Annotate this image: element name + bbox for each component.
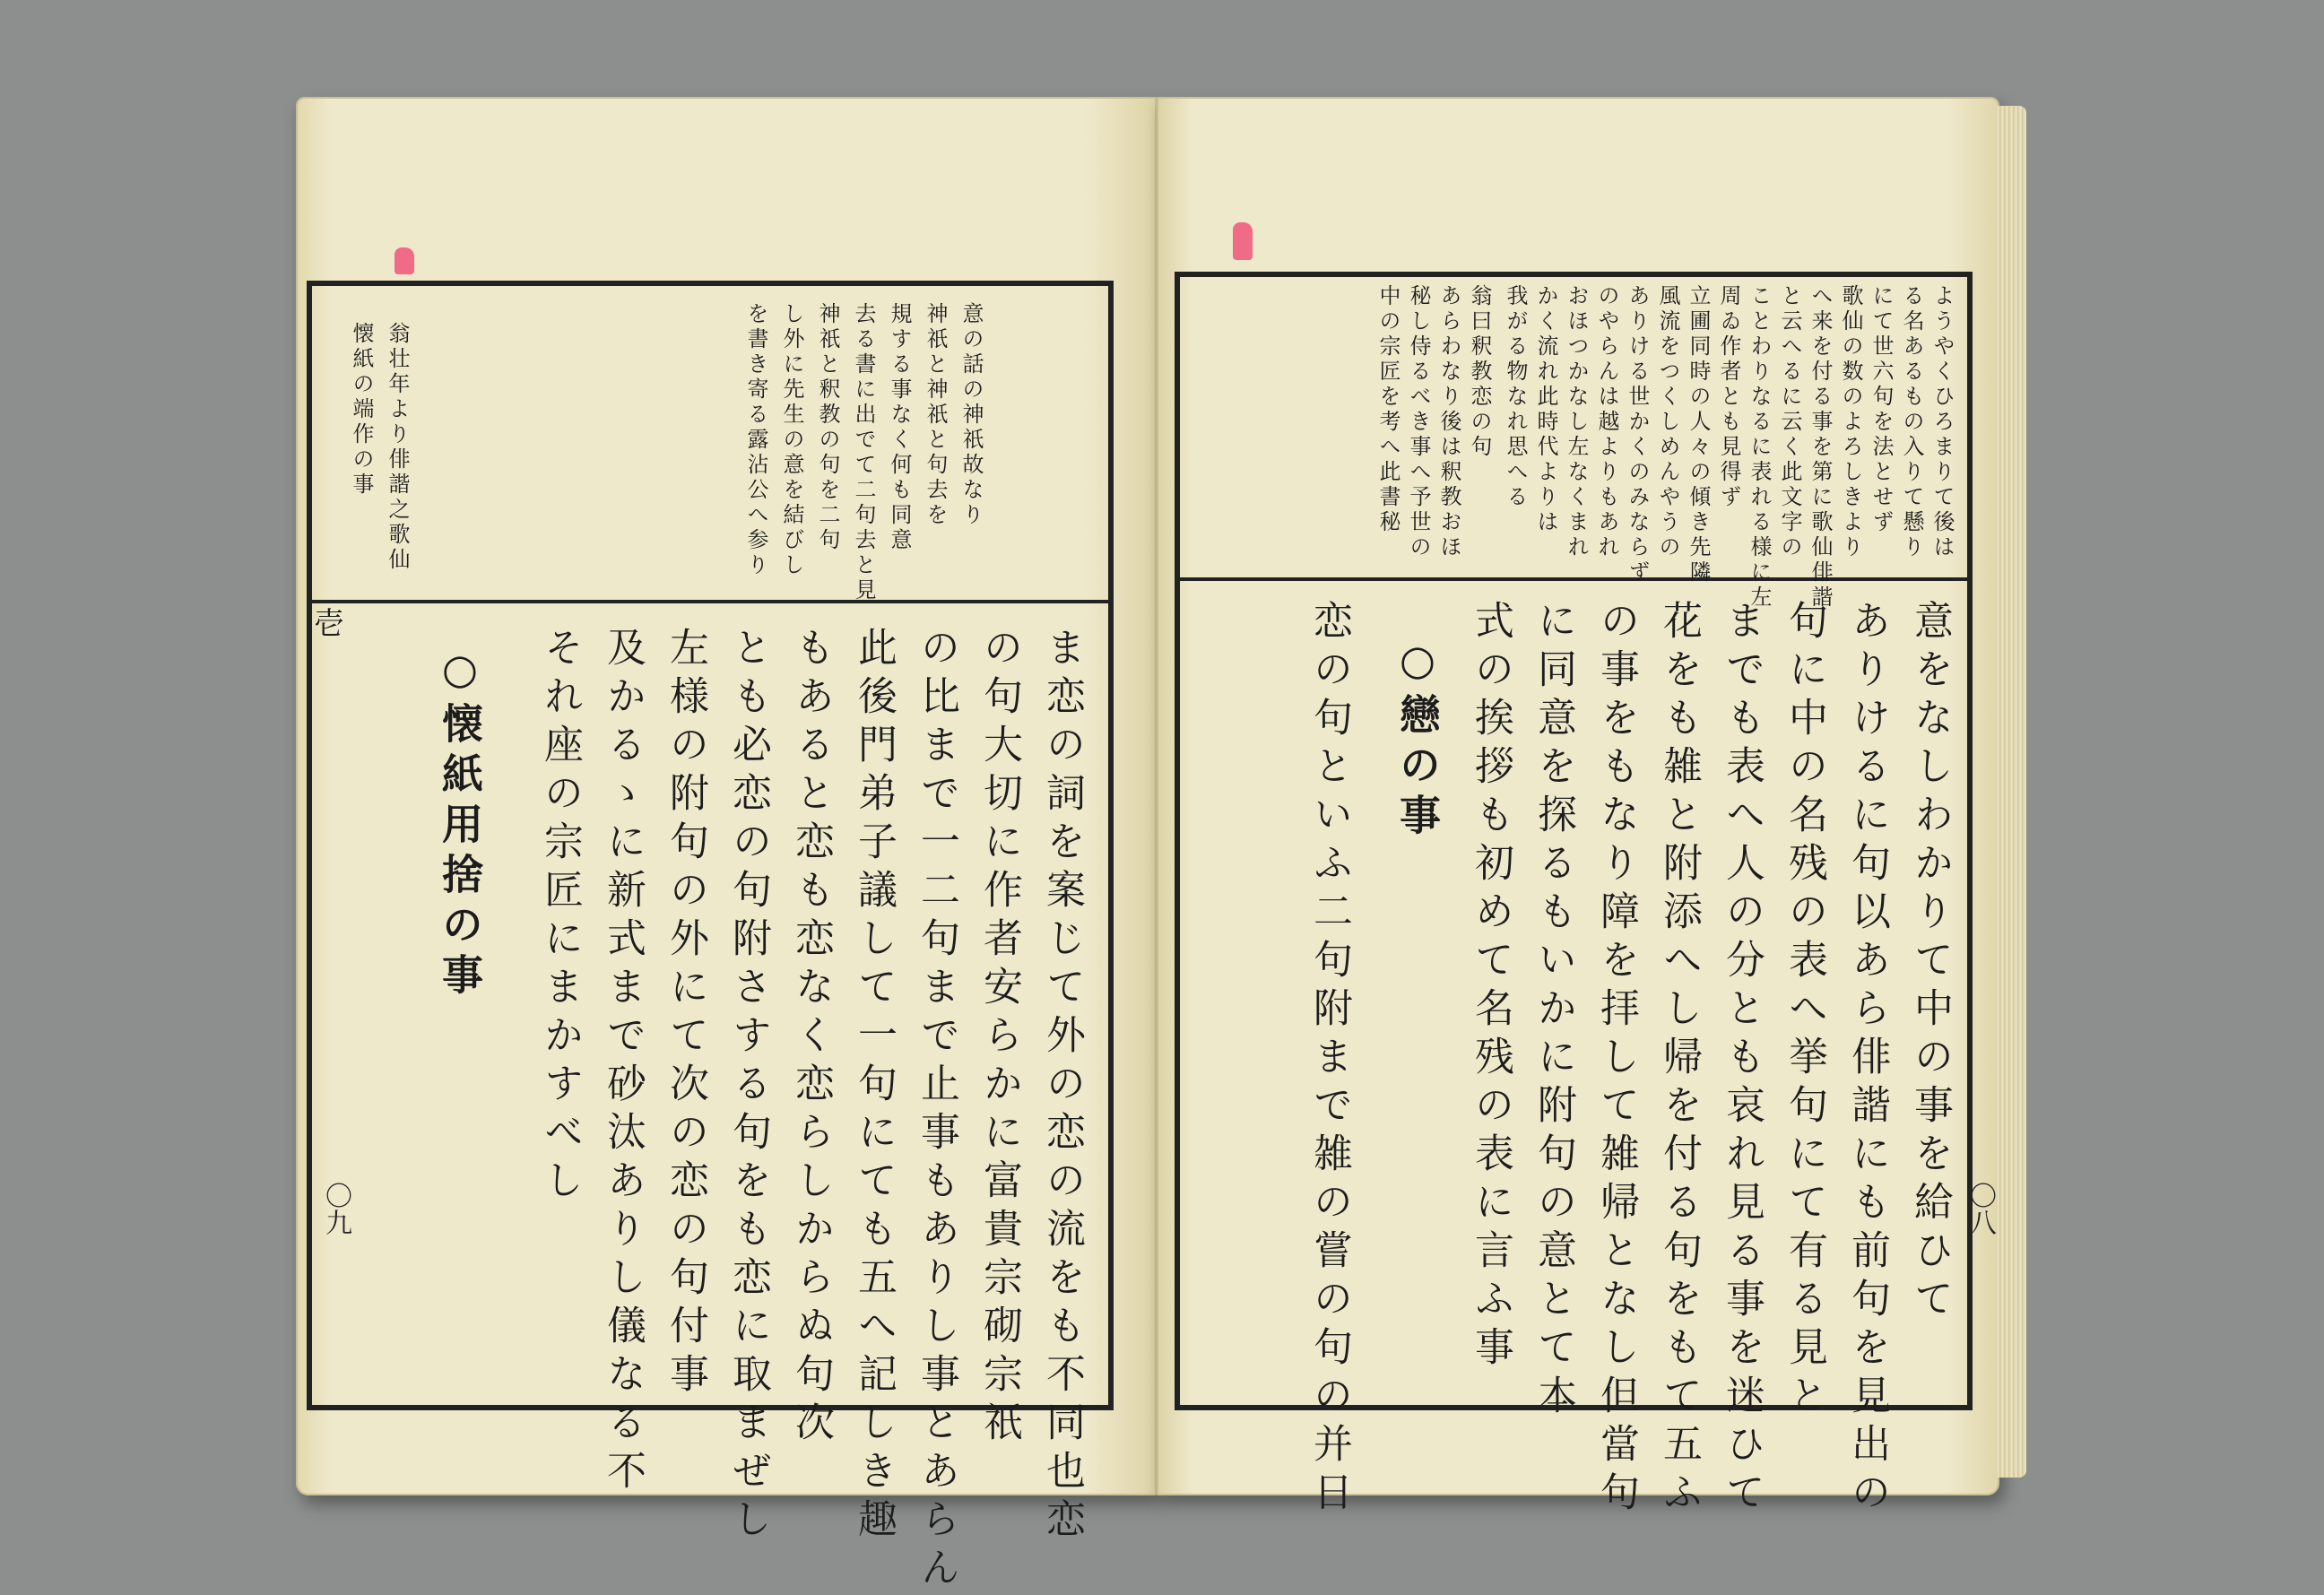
right-body-line: に同意を探るもいかに附句の意とて本 <box>1531 600 1576 1423</box>
right-headnote-line: 秘し侍るべき事へ予世の <box>1406 284 1431 560</box>
right-headnote-line: 風流をつくしめんやうの <box>1655 284 1680 560</box>
right-frame <box>1175 272 1973 1520</box>
right-headnote-line: へ来を付る事を第に歌仙俳諧 <box>1808 284 1833 611</box>
left-frame <box>307 281 1114 1595</box>
page-folio: 〇九 <box>320 1182 351 1235</box>
bookmark-tab <box>395 247 414 274</box>
right-headnote-line: 周ゐ作者とも見得ず <box>1716 284 1741 510</box>
left-body-line: 左様の附句の外にて次の恋の句付事 <box>663 627 708 1401</box>
right-headnote-line: 翁曰釈教恋の句 <box>1467 284 1492 460</box>
left-body-line: ま恋の詞を案じて外の恋の流をも不同也恋 <box>1039 627 1085 1547</box>
left-headnote-line: 神祇と釈教の句を二句 <box>815 302 840 553</box>
left-headnote-title: 懐紙の端作の事 <box>349 322 374 498</box>
right-headnote-line: ありける世かくのみならず <box>1625 284 1650 585</box>
left-body-line: それ座の宗匠にまかすべし <box>537 627 583 1208</box>
right-body-line: までも表へ人の分とも哀れ見る事を迷ひて <box>1719 600 1765 1520</box>
page-folio: 〇八 <box>1964 1182 1996 1235</box>
right-body-line: 意をなしわかりて中の事を給ひて <box>1907 600 1953 1326</box>
right-headnote-line: 中の宗匠を考へ此書秘 <box>1375 284 1400 535</box>
right-headnote-line: 歌仙の数のよろしきより <box>1838 284 1863 560</box>
margin-number: 壱 <box>314 606 344 642</box>
right-headnote-line: ようやくひろまりて後は <box>1929 284 1955 560</box>
right-headnote-line: る名あるもの入りて懸り <box>1899 284 1924 560</box>
page-edges <box>1996 106 2026 1478</box>
left-headnote-line: 去る書に出でて二句去と見 <box>851 302 876 603</box>
left-headnote-line: 神祇と神祇と句去を <box>923 302 948 528</box>
right-body-line: 式の挨拶も初めて名残の表に言ふ事 <box>1468 600 1513 1374</box>
right-body-line: 句に中の名残の表へ挙句にて有る見と <box>1782 600 1827 1423</box>
left-body-line: 此後門弟子議して一句にても五へ記しき趣 <box>851 627 897 1547</box>
left-divider <box>312 600 1108 603</box>
left-body-line: の句大切に作者安らかに富貴宗砌宗祇 <box>976 627 1022 1450</box>
left-body-line: とも必恋の句附さする句をも恋に取まぜし <box>725 627 771 1547</box>
right-headnote-line: と云へるに云く此文字の <box>1777 284 1802 560</box>
bookmark-tab <box>1233 222 1253 260</box>
left-headnote-line: を書き寄る露沾公へ参り <box>743 302 768 578</box>
left-body-line: 及かるゝに新式まで砂汰ありし儀なる不 <box>600 627 646 1498</box>
right-headnote-line: おほつかなし左なくまれ <box>1564 284 1589 560</box>
right-headnote-line: のやらんは越よりもあれ <box>1594 284 1619 560</box>
right-body-line: の事をもなり障を拝して雑帰となし但當句 <box>1593 600 1639 1520</box>
left-body-line: もあると恋も恋なく恋らしからぬ句次 <box>788 627 834 1450</box>
left-headnote-line: し外に先生の意を結びし <box>779 302 804 578</box>
section-title: ○戀の事 <box>1393 636 1442 844</box>
open-book <box>296 97 2026 1595</box>
right-headnote-line: 立圃同時の人々の傾き先隣 <box>1686 284 1711 585</box>
section-title: ○懐紙用捨の事 <box>436 645 484 1003</box>
left-page <box>296 97 1157 1595</box>
right-body-line: 恋の句といふ二句附まで雑の嘗の句の并日 <box>1306 600 1352 1520</box>
right-headnote-line: ことわりなるに表れる様に左 <box>1747 284 1772 611</box>
right-page <box>1157 97 1999 1520</box>
right-headnote-line: にて世六句を法とせず <box>1869 284 1894 535</box>
right-divider <box>1180 577 1967 581</box>
right-headnote-line: あらわなり後は釈教おほ <box>1436 284 1461 560</box>
left-headnote-line: 規する事なく何も同意 <box>887 302 912 553</box>
right-headnote-line: 我がる物なれ思へる <box>1503 284 1528 510</box>
right-body-line: ありけるに句以あら俳諧にも前句を見出の <box>1844 600 1890 1520</box>
right-body-line: 花をも雑と附添へし帰を付る句をもて五ふ <box>1656 600 1702 1520</box>
left-body-line: の比まで一二句まで止事もありし事とあらん <box>914 627 959 1595</box>
left-headnote-line: 翁壮年より俳諧之歌仙 <box>385 322 410 573</box>
right-headnote-line: かく流れ此時代よりは <box>1533 284 1558 535</box>
left-headnote-line: 意の話の神祇故なり <box>958 302 984 528</box>
